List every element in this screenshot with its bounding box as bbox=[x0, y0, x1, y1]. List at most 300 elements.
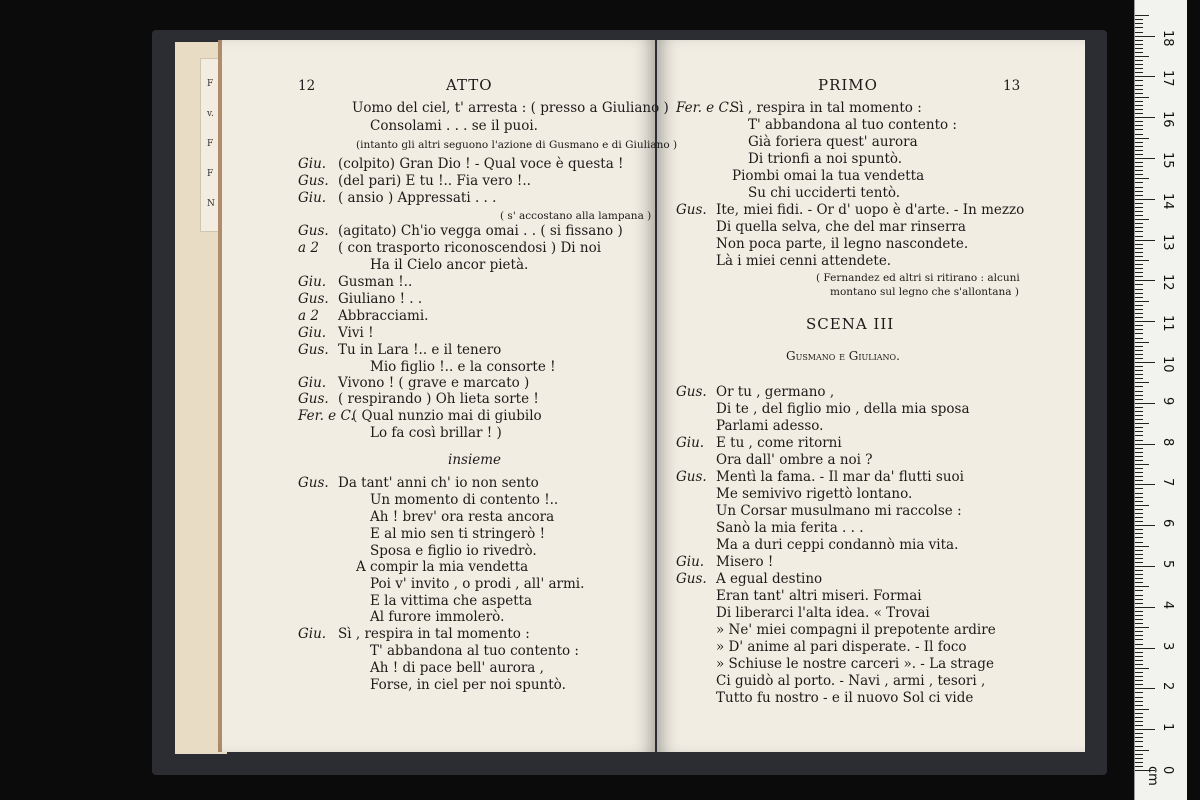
speaker-label: Gus. bbox=[676, 384, 707, 400]
ruler-tick bbox=[1135, 542, 1143, 543]
ruler-tick bbox=[1135, 36, 1155, 37]
ruler-tick bbox=[1135, 219, 1149, 220]
ruler-tick bbox=[1135, 476, 1143, 477]
ruler-tick bbox=[1135, 223, 1143, 224]
ruler-tick bbox=[1135, 89, 1143, 90]
ruler-tick bbox=[1135, 595, 1143, 596]
ruler-number: 13 bbox=[1160, 233, 1175, 251]
verse-line: Forse, in ciel per noi spuntò. bbox=[370, 677, 566, 693]
ruler-tick bbox=[1135, 129, 1143, 130]
ruler-tick bbox=[1135, 566, 1155, 567]
ruler-number: 16 bbox=[1160, 111, 1175, 128]
verse-line: Lo fa così brillar ! ) bbox=[370, 425, 502, 441]
ruler-tick bbox=[1135, 395, 1143, 396]
ruler-tick bbox=[1135, 32, 1143, 33]
ruler-tick bbox=[1135, 672, 1143, 673]
ruler-tick bbox=[1135, 236, 1143, 237]
ruler-tick bbox=[1135, 517, 1143, 518]
verse-line: ( ansio ) Appressati . . . bbox=[338, 190, 497, 206]
ruler-tick bbox=[1135, 325, 1143, 326]
verse-line: (colpito) Gran Dio ! - Qual voce è questa ! bbox=[338, 156, 624, 172]
ruler-tick bbox=[1135, 758, 1143, 759]
verse-line: T' abbandona al tuo contento : bbox=[370, 643, 579, 659]
ruler-tick bbox=[1135, 546, 1149, 547]
stage-direction: montano sul legno che s'allontana ) bbox=[830, 286, 1019, 298]
ruler-tick bbox=[1135, 762, 1143, 763]
ruler-tick bbox=[1135, 403, 1155, 404]
ruler-tick bbox=[1135, 297, 1143, 298]
ruler-tick bbox=[1135, 231, 1143, 232]
tab-letter: F bbox=[207, 139, 214, 149]
ruler-tick bbox=[1135, 19, 1143, 20]
ruler-tick bbox=[1135, 240, 1155, 241]
ruler-tick bbox=[1135, 264, 1143, 265]
ruler-tick bbox=[1135, 754, 1143, 755]
ruler-tick bbox=[1135, 105, 1143, 106]
speaker-label: Gus. bbox=[298, 223, 329, 239]
ruler-tick bbox=[1135, 386, 1143, 387]
ruler-tick bbox=[1135, 488, 1143, 489]
ruler-number: 9 bbox=[1160, 396, 1175, 406]
speaker-label: Giu. bbox=[298, 375, 327, 391]
ruler-tick bbox=[1135, 174, 1143, 175]
ruler-tick bbox=[1135, 578, 1143, 579]
verse-line: E la vittima che aspetta bbox=[370, 593, 533, 609]
ruler-tick bbox=[1135, 56, 1149, 57]
ruler-tick bbox=[1135, 615, 1143, 616]
ruler-tick bbox=[1135, 244, 1143, 245]
ruler-tick bbox=[1135, 150, 1143, 151]
verse-line: Là i miei cenni attendete. bbox=[716, 253, 892, 269]
ruler-tick bbox=[1135, 166, 1143, 167]
ruler-tick bbox=[1135, 741, 1143, 742]
scene-title: SCENA III bbox=[806, 315, 895, 333]
tab-letter: N bbox=[207, 199, 215, 209]
ruler-tick bbox=[1135, 72, 1143, 73]
ruler-tick bbox=[1135, 533, 1143, 534]
ruler-tick bbox=[1135, 586, 1149, 587]
ruler-tick bbox=[1135, 134, 1143, 135]
ruler-tick bbox=[1135, 289, 1143, 290]
ruler-tick bbox=[1135, 644, 1143, 645]
ruler-tick bbox=[1135, 766, 1143, 767]
verse-line: Gusman !.. bbox=[338, 274, 413, 290]
verse-line: Già foriera quest' aurora bbox=[748, 134, 918, 150]
speaker-label: Gus. bbox=[298, 291, 329, 307]
ruler-tick bbox=[1135, 525, 1155, 526]
ruler-tick bbox=[1135, 460, 1143, 461]
verse-line: » Ne' miei compagni il prepotente ardire bbox=[716, 622, 996, 638]
ruler-tick bbox=[1135, 366, 1143, 367]
verse-line: A compir la mia vendetta bbox=[356, 559, 529, 575]
ruler-tick bbox=[1135, 93, 1143, 94]
ruler-tick bbox=[1135, 203, 1143, 204]
speaker-label: Gus. bbox=[298, 475, 329, 491]
ruler-tick bbox=[1135, 333, 1143, 334]
ruler-tick bbox=[1135, 48, 1143, 49]
ruler-tick bbox=[1135, 570, 1143, 571]
verse-line: Consolami . . . se il puoi. bbox=[370, 118, 538, 134]
speaker-label: Gus. bbox=[298, 173, 329, 189]
ruler-tick bbox=[1135, 737, 1143, 738]
ruler-tick bbox=[1135, 656, 1143, 657]
verse-line: ( Qual nunzio mai di giubilo bbox=[352, 408, 542, 424]
speaker-label: Giu. bbox=[676, 554, 705, 570]
section-label: insieme bbox=[448, 452, 502, 468]
ruler-tick bbox=[1135, 407, 1143, 408]
ruler-tick bbox=[1135, 505, 1149, 506]
ruler-tick bbox=[1135, 284, 1143, 285]
ruler-tick bbox=[1135, 729, 1155, 730]
ruler-tick bbox=[1135, 354, 1143, 355]
ruler-tick bbox=[1135, 138, 1149, 139]
verse-line: ( respirando ) Oh lieta sorte ! bbox=[338, 391, 539, 407]
ruler-tick bbox=[1135, 521, 1143, 522]
ruler-number: 18 bbox=[1160, 29, 1175, 47]
verse-line: » D' anime al pari disperate. - Il foco bbox=[716, 639, 967, 655]
ruler-tick bbox=[1135, 374, 1143, 375]
verse-line: Ah ! brev' ora resta ancora bbox=[370, 509, 555, 525]
ruler-tick bbox=[1135, 697, 1143, 698]
ruler-tick bbox=[1135, 68, 1143, 69]
verse-line: Parlami adesso. bbox=[716, 418, 824, 434]
ruler-tick bbox=[1135, 635, 1143, 636]
speaker-label: Giu. bbox=[298, 626, 327, 642]
speaker-label: Gus. bbox=[676, 469, 707, 485]
ruler-tick bbox=[1135, 170, 1143, 171]
page-header: ATTO bbox=[446, 76, 493, 94]
ruler-tick bbox=[1135, 619, 1143, 620]
ruler-tick bbox=[1135, 252, 1143, 253]
ruler-tick bbox=[1135, 305, 1143, 306]
speaker-label: Fer. e C. bbox=[676, 100, 733, 116]
ruler-tick bbox=[1135, 154, 1143, 155]
verse-line: Di liberarci l'alta idea. « Trovai bbox=[716, 605, 930, 621]
speaker-label: Fer. e C. bbox=[298, 408, 355, 424]
ruler-tick bbox=[1135, 44, 1143, 45]
verse-line: (agitato) Ch'io vegga omai . . ( si fissano ) bbox=[338, 223, 623, 239]
ruler-tick bbox=[1135, 121, 1143, 122]
verse-line: Piombi omai la tua vendetta bbox=[732, 168, 925, 184]
ruler-tick bbox=[1135, 382, 1149, 383]
speaker-label: a 2 bbox=[298, 308, 319, 324]
verse-line: Ma a duri ceppi condannò mia vita. bbox=[716, 537, 959, 553]
ruler-tick bbox=[1135, 705, 1143, 706]
ruler-tick bbox=[1135, 268, 1143, 269]
ruler-tick bbox=[1135, 550, 1143, 551]
ruler-tick bbox=[1135, 362, 1155, 363]
speaker-label: Gus. bbox=[298, 342, 329, 358]
ruler-tick bbox=[1135, 15, 1149, 16]
ruler-tick bbox=[1135, 76, 1155, 77]
verse-line: Eran tant' altri miseri. Formai bbox=[716, 588, 922, 604]
ruler-tick bbox=[1135, 468, 1143, 469]
ruler-tick bbox=[1135, 329, 1143, 330]
ruler-tick bbox=[1135, 611, 1143, 612]
ruler-tick bbox=[1135, 248, 1143, 249]
ruler-tick bbox=[1135, 558, 1143, 559]
ruler-number: 11 bbox=[1160, 315, 1175, 332]
ruler-tick bbox=[1135, 440, 1143, 441]
ruler-tick bbox=[1135, 603, 1143, 604]
ruler-tick bbox=[1135, 260, 1149, 261]
verse-line: Uomo del ciel, t' arresta : ( presso a Giuliano ) bbox=[352, 100, 669, 116]
ruler-tick bbox=[1135, 680, 1143, 681]
verse-line: Vivono ! ( grave e marcato ) bbox=[338, 375, 530, 391]
ruler-tick bbox=[1135, 688, 1155, 689]
verse-line: Mentì la fama. - Il mar da' flutti suoi bbox=[716, 469, 964, 485]
stage-direction: ( Fernandez ed altri si ritirano : alcuni bbox=[816, 272, 1020, 284]
ruler-tick bbox=[1135, 272, 1143, 273]
ruler-tick bbox=[1135, 415, 1143, 416]
ruler-tick bbox=[1135, 97, 1149, 98]
ruler-tick bbox=[1135, 464, 1149, 465]
ruler-tick bbox=[1135, 158, 1155, 159]
ruler-tick bbox=[1135, 227, 1143, 228]
ruler-tick bbox=[1135, 142, 1143, 143]
ruler-number: 5 bbox=[1160, 560, 1175, 569]
verse-line: Vivi ! bbox=[338, 325, 374, 341]
ruler-tick bbox=[1135, 648, 1155, 649]
ruler-tick bbox=[1135, 701, 1143, 702]
ruler-tick bbox=[1135, 195, 1143, 196]
ruler-tick bbox=[1135, 317, 1143, 318]
verse-line: Me semivivo rigettò lontano. bbox=[716, 486, 913, 502]
ruler-tick bbox=[1135, 199, 1155, 200]
ruler-tick bbox=[1135, 746, 1143, 747]
verse-line: E tu , come ritorni bbox=[716, 435, 842, 451]
verse-line: Poi v' invito , o prodi , all' armi. bbox=[370, 576, 585, 592]
ruler-tick bbox=[1135, 456, 1143, 457]
verse-line: Mio figlio !.. e la consorte ! bbox=[370, 359, 556, 375]
ruler-tick bbox=[1135, 529, 1143, 530]
ruler-number: 3 bbox=[1160, 641, 1175, 650]
ruler-tick bbox=[1135, 399, 1143, 400]
verse-line: Sì , respira in tal momento : bbox=[730, 100, 922, 116]
ruler-unit-label: 0 cm bbox=[1145, 766, 1175, 786]
verse-line: (del pari) E tu !.. Fia vero !.. bbox=[338, 173, 531, 189]
page-header: PRIMO bbox=[818, 76, 878, 94]
ruler-tick bbox=[1135, 627, 1149, 628]
ruler-tick bbox=[1135, 113, 1143, 114]
verse-line: Or tu , germano , bbox=[716, 384, 835, 400]
ruler-tick bbox=[1135, 562, 1143, 563]
speaker-label: a 2 bbox=[298, 240, 319, 256]
speaker-label: Gus. bbox=[676, 571, 707, 587]
tab-letter: v. bbox=[207, 109, 214, 119]
ruler-tick bbox=[1135, 146, 1143, 147]
ruler-number: 7 bbox=[1160, 478, 1175, 487]
ruler-number: 12 bbox=[1160, 274, 1175, 291]
ruler-number: 1 bbox=[1160, 723, 1175, 732]
verse-line: » Schiuse le nostre carceri ». - La strage bbox=[716, 656, 994, 672]
ruler-tick bbox=[1135, 427, 1143, 428]
speaker-label: Giu. bbox=[676, 435, 705, 451]
ruler-tick bbox=[1135, 182, 1143, 183]
ruler-number: 2 bbox=[1160, 682, 1175, 691]
ruler-tick bbox=[1135, 582, 1143, 583]
stage-direction: ( s' accostano alla lampana ) bbox=[500, 210, 652, 222]
ruler-tick bbox=[1135, 293, 1143, 294]
stage-direction: (intanto gli altri seguono l'azione di Gusmano e di Giuliano ) bbox=[356, 139, 678, 151]
ruler-tick bbox=[1135, 692, 1143, 693]
ruler-tick bbox=[1135, 40, 1143, 41]
ruler-tick bbox=[1135, 493, 1143, 494]
ruler-tick bbox=[1135, 101, 1143, 102]
ruler-tick bbox=[1135, 660, 1143, 661]
verse-line: A egual destino bbox=[716, 571, 823, 587]
verse-line: ( con trasporto riconoscendosi ) Di noi bbox=[338, 240, 602, 256]
ruler-tick bbox=[1135, 750, 1149, 751]
verse-line: Tutto fu nostro - e il nuovo Sol ci vide bbox=[716, 690, 974, 706]
verse-line: Di quella selva, che del mar rinserra bbox=[716, 219, 966, 235]
ruler-tick bbox=[1135, 590, 1143, 591]
ruler-number: 15 bbox=[1160, 152, 1175, 169]
ruler-tick bbox=[1135, 631, 1143, 632]
ruler-tick bbox=[1135, 717, 1143, 718]
ruler-tick bbox=[1135, 713, 1143, 714]
ruler-tick bbox=[1135, 676, 1143, 677]
page-number: 13 bbox=[1003, 78, 1021, 94]
ruler-tick bbox=[1135, 313, 1143, 314]
ruler-tick bbox=[1135, 117, 1155, 118]
ruler-tick bbox=[1135, 346, 1143, 347]
ruler-tick bbox=[1135, 350, 1143, 351]
speaker-label: Giu. bbox=[298, 325, 327, 341]
ruler-tick bbox=[1135, 497, 1143, 498]
page-number: 12 bbox=[298, 78, 316, 94]
ruler-tick bbox=[1135, 256, 1143, 257]
verse-line: Di trionfi a noi spuntò. bbox=[748, 151, 903, 167]
verse-line: Di te , del figlio mio , della mia sposa bbox=[716, 401, 970, 417]
ruler-tick bbox=[1135, 509, 1143, 510]
verse-line: Ha il Cielo ancor pietà. bbox=[370, 257, 529, 273]
ruler-tick bbox=[1135, 444, 1155, 445]
ruler-tick bbox=[1135, 668, 1149, 669]
ruler-tick bbox=[1135, 652, 1143, 653]
verse-line: Ite, miei fidi. - Or d' uopo è d'arte. - In mezzo bbox=[716, 202, 1025, 218]
ruler-number: 17 bbox=[1160, 70, 1175, 87]
speaker-label: Gus. bbox=[676, 202, 707, 218]
ruler-tick bbox=[1135, 431, 1143, 432]
ruler-tick bbox=[1135, 480, 1143, 481]
ruler-tick bbox=[1135, 109, 1143, 110]
ruler-number: 4 bbox=[1160, 600, 1175, 610]
ruler-number: 6 bbox=[1160, 519, 1175, 528]
verse-line: Ora dall' ombre a noi ? bbox=[716, 452, 873, 468]
ruler-tick bbox=[1135, 709, 1149, 710]
ruler-tick bbox=[1135, 321, 1155, 322]
speaker-label: Giu. bbox=[298, 156, 327, 172]
ruler-tick bbox=[1135, 423, 1149, 424]
verse-line: Su chi ucciderti tentò. bbox=[748, 185, 901, 201]
ruler-tick bbox=[1135, 513, 1143, 514]
ruler-tick bbox=[1135, 419, 1143, 420]
ruler-tick bbox=[1135, 721, 1143, 722]
ruler-tick bbox=[1135, 162, 1143, 163]
ruler-tick bbox=[1135, 448, 1143, 449]
ruler-tick bbox=[1135, 23, 1143, 24]
ruler-tick bbox=[1135, 301, 1149, 302]
verse-line: Un momento di contento !.. bbox=[370, 492, 559, 508]
ruler-tick bbox=[1135, 280, 1155, 281]
ruler-number: 14 bbox=[1160, 192, 1175, 210]
ruler-tick bbox=[1135, 378, 1143, 379]
speaker-label: Gus. bbox=[298, 391, 329, 407]
verse-line: Da tant' anni ch' io non sento bbox=[338, 475, 539, 491]
tab-letter: F bbox=[207, 79, 214, 89]
ruler-number: 8 bbox=[1160, 437, 1175, 446]
verse-line: E al mio sen ti stringerò ! bbox=[370, 526, 546, 542]
verse-line: Al furore immolerò. bbox=[370, 609, 505, 625]
tab-letter: F bbox=[207, 169, 214, 179]
ruler-tick bbox=[1135, 309, 1143, 310]
ruler-tick bbox=[1135, 187, 1143, 188]
ruler-tick bbox=[1135, 639, 1143, 640]
ruler-tick bbox=[1135, 684, 1143, 685]
ruler-tick bbox=[1135, 411, 1143, 412]
speaker-label: Giu. bbox=[298, 190, 327, 206]
ruler-tick bbox=[1135, 211, 1143, 212]
ruler-tick bbox=[1135, 574, 1143, 575]
verse-line: Giuliano ! . . bbox=[338, 291, 423, 307]
verse-line: T' abbandona al tuo contento : bbox=[748, 117, 957, 133]
ruler-tick bbox=[1135, 725, 1143, 726]
verse-line: Ah ! di pace bell' aurora , bbox=[370, 660, 544, 676]
verse-line: Non poca parte, il legno nascondete. bbox=[716, 236, 969, 252]
ruler-tick bbox=[1135, 664, 1143, 665]
ruler-tick bbox=[1135, 484, 1155, 485]
verse-line: Tu in Lara !.. e il tenero bbox=[338, 342, 502, 358]
ruler-tick bbox=[1135, 472, 1143, 473]
ruler-tick bbox=[1135, 391, 1143, 392]
ruler-tick bbox=[1135, 215, 1143, 216]
ruler-tick bbox=[1135, 178, 1149, 179]
ruler-tick bbox=[1135, 554, 1143, 555]
scene-characters: Gusmano e Giuliano. bbox=[786, 349, 900, 363]
ruler-tick bbox=[1135, 358, 1143, 359]
ruler-tick bbox=[1135, 599, 1143, 600]
ruler-tick bbox=[1135, 276, 1143, 277]
ruler-tick bbox=[1135, 537, 1143, 538]
verse-line: Misero ! bbox=[716, 554, 774, 570]
verse-line: Sì , respira in tal momento : bbox=[338, 626, 530, 642]
ruler-tick bbox=[1135, 27, 1143, 28]
ruler-tick bbox=[1135, 623, 1143, 624]
ruler-tick bbox=[1135, 342, 1149, 343]
ruler-tick bbox=[1135, 85, 1143, 86]
speaker-label: Giu. bbox=[298, 274, 327, 290]
verse-line: Un Corsar musulmano mi raccolse : bbox=[716, 503, 962, 519]
ruler-number: 10 bbox=[1160, 356, 1175, 373]
ruler-tick bbox=[1135, 80, 1143, 81]
ruler-tick bbox=[1135, 501, 1143, 502]
ruler-tick bbox=[1135, 60, 1143, 61]
verse-line: Ci guidò al porto. - Navi , armi , tesori , bbox=[716, 673, 986, 689]
ruler-tick bbox=[1135, 338, 1143, 339]
measurement-ruler bbox=[1134, 0, 1187, 800]
ruler-tick bbox=[1135, 52, 1143, 53]
ruler-tick bbox=[1135, 64, 1143, 65]
ruler-tick bbox=[1135, 435, 1143, 436]
verse-line: Sanò la mia ferita . . . bbox=[716, 520, 864, 536]
ruler-tick bbox=[1135, 191, 1143, 192]
ruler-tick bbox=[1135, 370, 1143, 371]
verse-line: Sposa e figlio io rivedrò. bbox=[370, 543, 537, 559]
verse-line: Abbracciami. bbox=[338, 308, 429, 324]
ruler-tick bbox=[1135, 452, 1143, 453]
ruler-tick bbox=[1135, 733, 1143, 734]
